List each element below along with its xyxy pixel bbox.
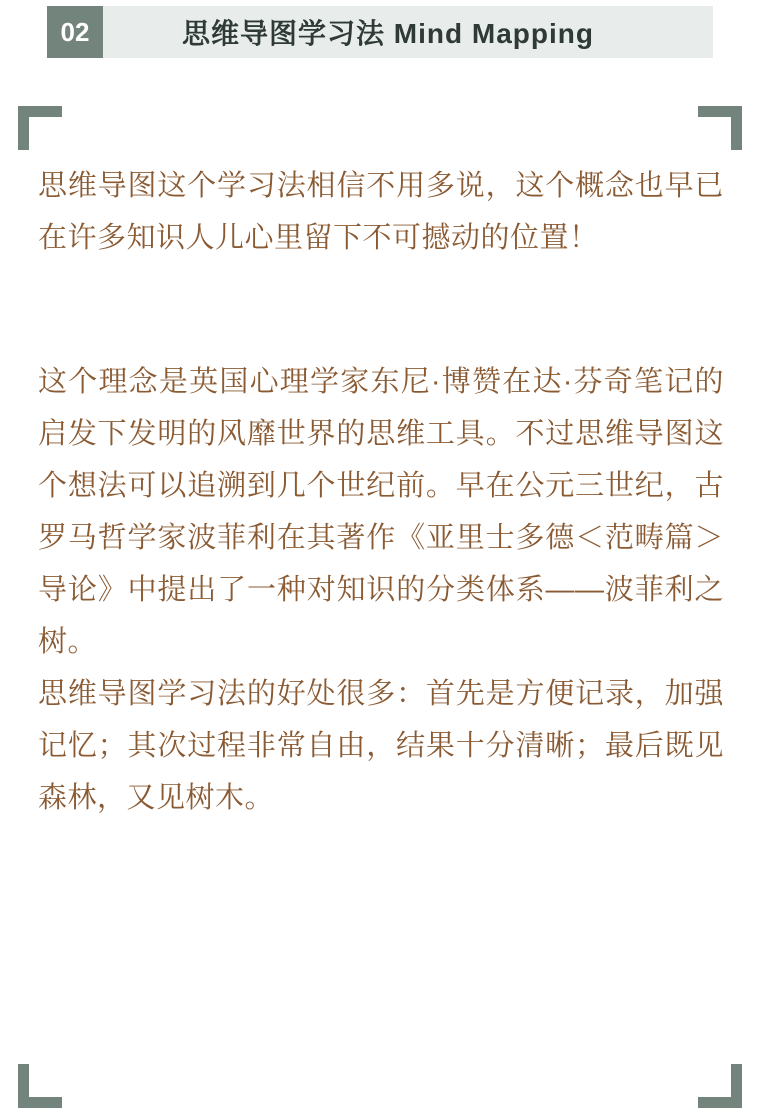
paragraph-history: 这个理念是英国心理学家东尼·博赞在达·芬奇笔记的启发下发明的风靡世界的思维工具。不过思维导图这个想法可以追溯到几个世纪前。早在公元三世纪，古罗马哲学家波菲利在其著作《亚里士多德＜范畴篇＞导论》中提出了一种对知识的分类体系——波菲利之树。 [38,366,724,658]
corner-bracket-bottom-right-icon [698,1064,742,1108]
corner-bracket-top-right-icon [698,106,742,150]
corner-bar-vertical [18,106,29,150]
paragraph-benefits: 思维导图学习法的好处很多：首先是方便记录，加强记忆；其次过程非常自由，结果十分清晰；最后既见森林，又见树木。 [38,678,724,814]
section-header [47,6,713,58]
section-number-badge: 02 [47,6,103,58]
corner-bar-vertical [731,1064,742,1108]
corner-bar-vertical [18,1064,29,1108]
body-content [38,160,724,824]
page-title: 思维导图学习法 Mind Mapping [182,18,594,49]
corner-bracket-bottom-left-icon [18,1064,62,1108]
paragraph-intro: 思维导图这个学习法相信不用多说，这个概念也早已在许多知识人儿心里留下不可撼动的位置！ [38,170,724,254]
corner-bar-vertical [731,106,742,150]
corner-bracket-top-left-icon [18,106,62,150]
